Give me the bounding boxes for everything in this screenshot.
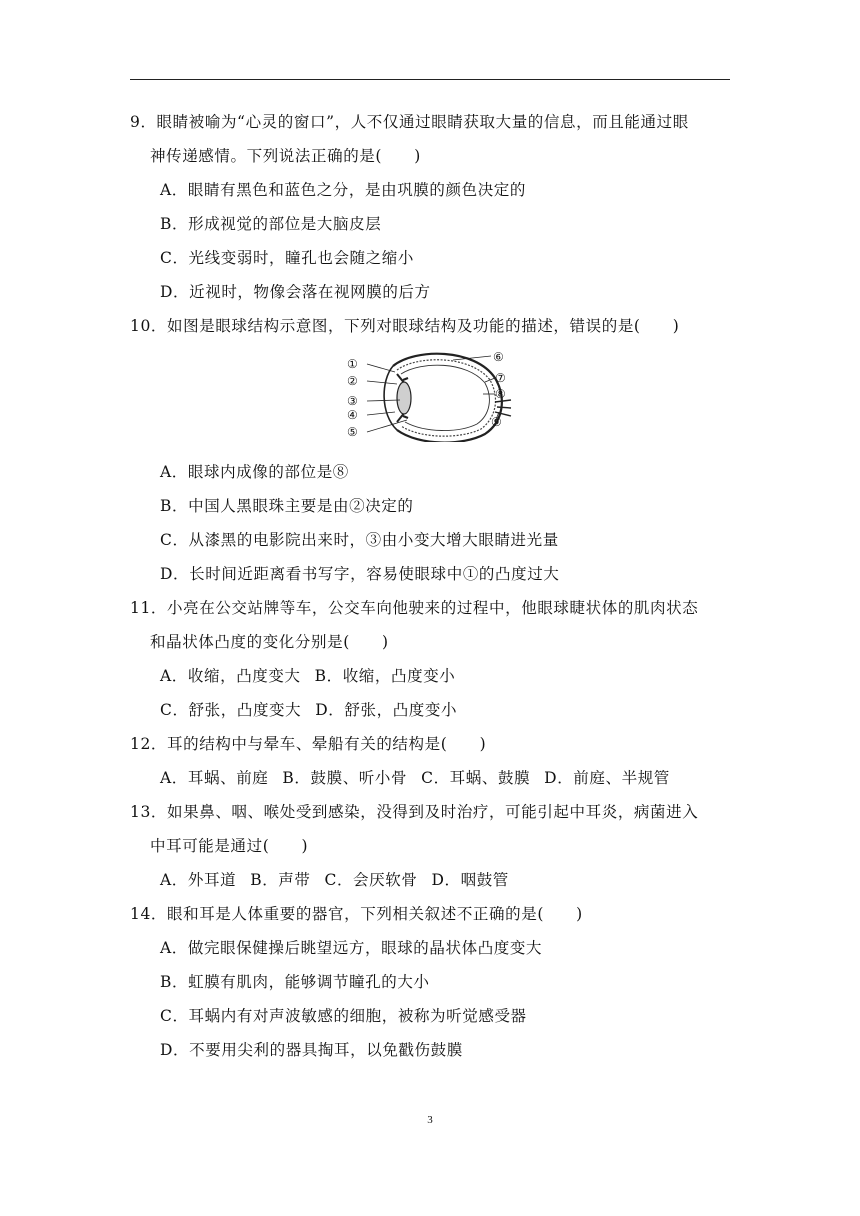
q10-option-b: B．中国人黑眼珠主要是由②决定的 [160, 497, 414, 515]
q13-stem-line2: 中耳可能是通过( ) [150, 837, 309, 855]
q11-option-c: C．舒张，凸度变大 [160, 701, 302, 719]
page-number: 3 [427, 1114, 433, 1126]
q11-options-row1 [160, 666, 469, 686]
eye-label-2: ② [347, 374, 358, 388]
q13-option-a: A．外耳道 [160, 871, 237, 889]
q9-option-a: A．眼睛有黑色和蓝色之分，是由巩膜的颜色决定的 [160, 181, 526, 199]
q14-option-c: C．耳蜗内有对声波敏感的细胞，被称为听觉感受器 [160, 1007, 527, 1025]
q9-stem-line2: 神传递感情。下列说法正确的是( ) [150, 147, 421, 165]
q10-option-a: A．眼球内成像的部位是⑧ [160, 463, 349, 481]
q11-options-row2 [160, 700, 471, 720]
q9-option-c: C．光线变弱时，瞳孔也会随之缩小 [160, 249, 414, 267]
q13-options-row [160, 870, 523, 890]
q12-option-d: D．前庭、半规管 [544, 769, 670, 787]
eye-label-3: ③ [347, 394, 358, 408]
q12-option-a: A．耳蜗、前庭 [160, 769, 269, 787]
q14-stem: 14．眼和耳是人体重要的器官，下列相关叙述不正确的是( ) [130, 905, 583, 923]
q9-option-d: D．近视时，物像会落在视网膜的后方 [160, 283, 431, 301]
eye-label-8: ⑧ [495, 387, 506, 401]
eye-label-4: ④ [347, 408, 358, 422]
q14-option-d: D．不要用尖利的器具掏耳，以免戳伤鼓膜 [160, 1041, 463, 1059]
eye-label-7: ⑦ [495, 371, 506, 385]
q13-option-d: D．咽鼓管 [431, 871, 509, 889]
header-rule [130, 79, 730, 80]
eye-structure-diagram [345, 350, 515, 442]
q12-option-b: B．鼓膜、听小骨 [282, 769, 408, 787]
eye-label-9: ⑨ [491, 415, 502, 429]
q14-option-a: A．做完眼保健操后眺望远方，眼球的晶状体凸度变大 [160, 939, 543, 957]
q11-option-d: D．舒张，凸度变小 [315, 701, 458, 719]
q13-stem-line1: 13．如果鼻、咽、喉处受到感染，没得到及时治疗，可能引起中耳炎，病菌进入 [130, 803, 699, 821]
q11-option-b: B．收缩，凸度变小 [314, 667, 456, 685]
q10-option-c: C．从漆黑的电影院出来时，③由小变大增大眼睛进光量 [160, 531, 559, 549]
q12-options-row [160, 768, 684, 788]
q12-option-c: C．耳蜗、鼓膜 [421, 769, 531, 787]
q10-stem: 10．如图是眼球结构示意图，下列对眼球结构及功能的描述，错误的是( ) [130, 317, 680, 335]
q14-option-b: B．虹膜有肌肉，能够调节瞳孔的大小 [160, 973, 430, 991]
q11-stem-line1: 11．小亮在公交站牌等车，公交车向他驶来的过程中，他眼球睫状体的肌肉状态 [130, 599, 699, 617]
eye-label-6: ⑥ [493, 350, 504, 364]
q13-option-b: B．声带 [250, 871, 311, 889]
eye-label-5: ⑤ [347, 425, 358, 439]
q11-stem-line2: 和晶状体凸度的变化分别是( ) [150, 633, 389, 651]
q9-stem-line1: 9．眼睛被喻为“心灵的窗口”，人不仅通过眼睛获取大量的信息，而且能通过眼 [130, 113, 689, 131]
eye-label-1: ① [347, 357, 358, 371]
q13-option-c: C．会厌软骨 [324, 871, 418, 889]
q12-stem: 12．耳的结构中与晕车、晕船有关的结构是( ) [130, 735, 487, 753]
q11-option-a: A．收缩，凸度变大 [160, 667, 301, 685]
q10-option-d: D．长时间近距离看书写字，容易使眼球中①的凸度过大 [160, 565, 560, 583]
q9-option-b: B．形成视觉的部位是大脑皮层 [160, 215, 382, 233]
